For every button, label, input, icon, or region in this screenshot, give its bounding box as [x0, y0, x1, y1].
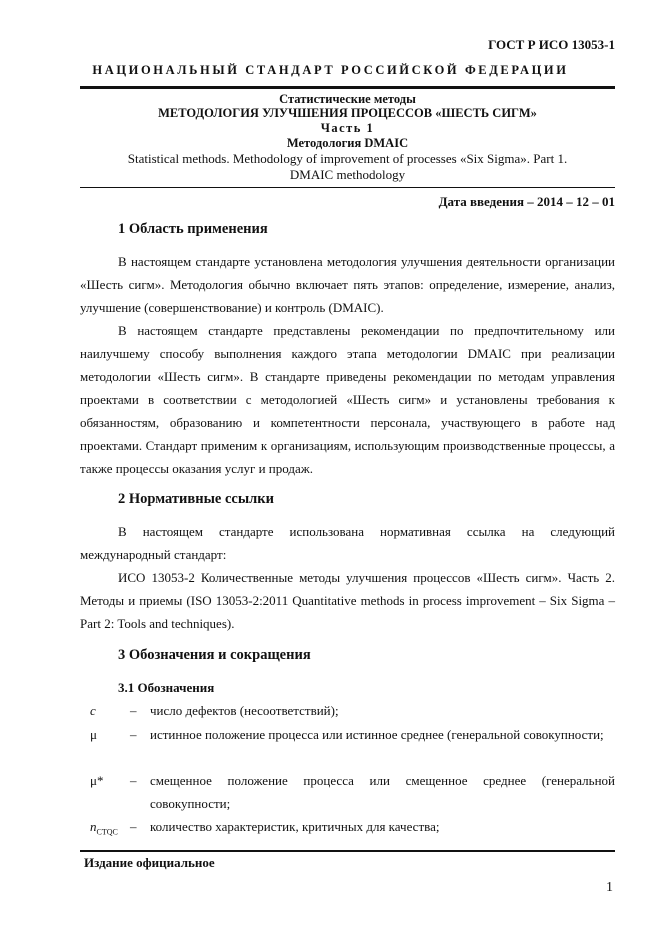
top-divider: [80, 86, 615, 89]
title-line-1: Статистические методы: [279, 92, 416, 106]
title-line-4: Методология DMAIC: [286, 136, 409, 150]
official-edition-label: Издание официальное: [84, 855, 215, 870]
title-english-2: DMAIC methodology: [289, 167, 406, 182]
symbol: μ: [90, 727, 97, 742]
title-divider: [80, 187, 615, 188]
symbol-dash: –: [130, 703, 137, 718]
section-2-paragraph-1: В настоящем стандарте использована нормативная ссылка на следующий международный стандарт:: [80, 524, 615, 562]
symbol-dash: –: [130, 819, 137, 834]
document-code: ГОСТ Р ИСО 13053-1: [488, 37, 615, 52]
symbol: μ*: [90, 773, 104, 788]
introduction-date: Дата введения – 2014 – 12 – 01: [438, 194, 615, 209]
title-english-1: Statistical methods. Methodology of improvement of processes «Six Sigma». Part 1.: [127, 151, 568, 166]
symbol: [90, 815, 118, 844]
footer-divider: [80, 850, 615, 852]
section-3-heading: 3 Обозначения и сокращения: [118, 647, 311, 663]
section-3-1-heading: 3.1 Обозначения: [118, 680, 215, 695]
symbol-dash: –: [130, 773, 137, 788]
symbol-description: истинное положение процесса или истинное среднее (генеральной совокупности;: [150, 727, 604, 742]
title-part: Часть 1: [320, 121, 375, 135]
section-2-heading: 2 Нормативные ссылки: [118, 491, 274, 507]
symbol-dash: –: [130, 727, 137, 742]
section-1-paragraph-1: В настоящем стандарте установлена методология улучшения деятельности организации «Шесть сигм». Методология обычно включает пять этапов: определение, измерение, анализ, улучшение (совершенствование) и контроль (DMAIC).: [80, 254, 615, 315]
symbol: c: [90, 703, 96, 718]
symbol-description: число дефектов (несоответствий);: [150, 703, 339, 718]
section-1-paragraph-2: В настоящем стандарте представлены рекомендации по предпочтительному или наилучшему способу выполнения каждого этапа методологии DMAIC при реализации методологии «Шесть сигм». В стандарте приведены рекомендации по методам управления проектами в соответствии с методологией «Шесть сигм» и установлены требования к обязанностям, образованию и компетентности персонала, участвующего в работе над проектами. Стандарт применим к организациям, использующим производственные процессы, а также процессы оказания услуг и продаж.: [80, 323, 615, 476]
page-number: 1: [606, 880, 613, 895]
title-line-2: МЕТОДОЛОГИЯ УЛУЧШЕНИЯ ПРОЦЕССОВ «ШЕСТЬ СИГМ»: [158, 106, 537, 120]
symbol-description: количество характеристик, критичных для качества;: [150, 819, 440, 834]
national-standard-heading: НАЦИОНАЛЬНЫЙ СТАНДАРТ РОССИЙСКОЙ ФЕДЕРАЦИИ: [92, 63, 569, 77]
symbol-description: смещенное положение процесса или смещенное среднее (генеральной совокупности;: [150, 773, 615, 811]
symbol-subscript: CTQC: [96, 827, 118, 837]
section-1-heading: 1 Область применения: [118, 221, 268, 237]
section-2-paragraph-2: ИСО 13053-2 Количественные методы улучшения процессов «Шесть сигм». Часть 2. Методы и приемы (ISO 13053-2:2011 Quantitative methods in process improvement – Six Sigma – Part 2: Tools and techniques).: [80, 570, 615, 631]
symbol-base: n: [90, 819, 97, 834]
